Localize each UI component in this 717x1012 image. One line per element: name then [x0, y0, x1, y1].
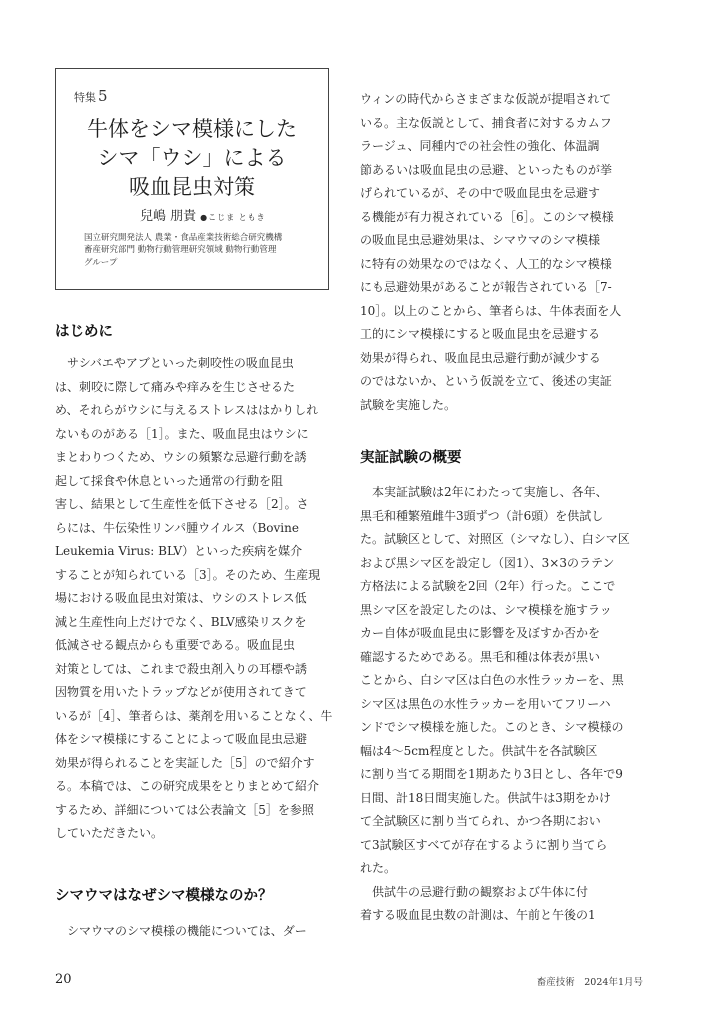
- text-line: て全試験区に割り当てられ、かつ各期におい: [360, 814, 601, 828]
- text-line: げられているが、その中で吸血昆虫を忌避す: [360, 186, 601, 200]
- article-title: [56, 115, 328, 202]
- text-line: 因物質を用いたトラップなどが使用されてきて: [55, 685, 307, 699]
- text-line: 本実証試験は2年にわたって実施し、各年、: [360, 485, 608, 499]
- text-line: シマ区は黒色の水性ラッカーを用いてフリーハ: [360, 696, 611, 711]
- text-line: に特有の効果なのではなく、人工的なシマ模様: [360, 256, 612, 271]
- feature-tag-number: 5: [98, 87, 108, 105]
- text-line: まとわりつくため、ウシの頻繁な忌避行動を誘: [55, 450, 307, 464]
- trial-paragraph: [360, 481, 637, 928]
- text-line: 方格法による試験を2回（2年）行った。ここで: [360, 579, 616, 593]
- author: [140, 205, 266, 224]
- text-line: 10］。以上のことから、筆者らは、牛体表面を人: [360, 303, 622, 318]
- text-line: 節あるいは吸血昆虫の忌避、といったものが挙: [360, 162, 613, 177]
- title-line: シマ「ウシ」による: [97, 146, 287, 170]
- text-line: る。本稿では、この研究成果をとりまとめて紹介: [55, 779, 320, 793]
- text-line: Leukemia Virus: BLV）といった疾病を媒介: [55, 544, 303, 558]
- text-line: のではないか、という仮説を立て、後述の実証: [360, 374, 612, 388]
- author-reading: ●こじま ともき: [200, 213, 266, 222]
- text-line: て3試験区すべてが存在するように割り当てら: [360, 837, 608, 852]
- text-line: れた。: [360, 861, 397, 875]
- text-line: することが知られている［3］。そのため、生産現: [55, 567, 321, 582]
- journal-running-footer: 畜産技術 2024年1月号: [536, 977, 643, 988]
- affiliation-line: グループ: [84, 257, 118, 268]
- text-line: は、刺咬に際して痛みや痒みを生じさせるた: [55, 379, 296, 394]
- text-line: 減と生産性向上だけでなく、BLV感染リスクを: [55, 614, 307, 629]
- text-line: らには、牛伝染性リンパ腫ウイルス（Bovine: [55, 520, 299, 535]
- text-line: 工的にシマ模様にすると吸血昆虫を忌避する: [360, 327, 601, 341]
- affiliation-line: 国立研究開発法人 農業・食品産業技術総合研究機構: [84, 233, 283, 243]
- text-line: 効果が得られ、吸血昆虫忌避行動が減少する: [360, 350, 601, 365]
- section-heading-zebra: シマウマはなぜシマ模様なのか？: [55, 888, 273, 904]
- text-line: 着する吸血昆虫数の計測は、午前と午後の1: [360, 908, 596, 922]
- text-line: 害し、結果として生産性を低下させる［2］。さ: [55, 497, 309, 511]
- author-name: 兒嶋 朋貴: [140, 209, 197, 224]
- text-line: および黒シマ区を設定し（図1）、3×3のラテン: [360, 555, 615, 570]
- text-line: 試験を実施した。: [360, 397, 457, 412]
- feature-tag-label: 特集: [74, 91, 96, 104]
- text-line: 対策としては、これまで殺虫剤入りの耳標や誘: [55, 661, 308, 676]
- text-line: ことから、白シマ区は白色の水性ラッカーを、黒: [360, 673, 624, 687]
- page-number: 20: [55, 972, 72, 987]
- text-line: に割り当てる期間を1期あたり3日とし、各年で9: [360, 767, 623, 781]
- text-line: するため、詳細については公表論文［5］を参照: [55, 802, 314, 817]
- text-line: 場における吸血昆虫対策は、ウシのストレス低: [55, 591, 307, 605]
- zebra-paragraph-start: [55, 920, 332, 944]
- text-line: め、それらがウシに与えるストレスははかりしれ: [55, 403, 319, 417]
- text-line: にも忌避効果があることが報告されている［7-: [360, 280, 612, 294]
- text-line: 起して採食や休息といった通常の行動を阻: [55, 473, 284, 488]
- title-line: 牛体をシマ模様にした: [87, 117, 297, 141]
- text-line: していただきたい。: [55, 826, 164, 840]
- feature-tag: [74, 87, 108, 105]
- zebra-paragraph-continued: [360, 88, 637, 417]
- text-line: 黒毛和種繁殖雌牛3頭ずつ（計6頭）を供試し: [360, 508, 604, 523]
- text-line: の吸血昆虫忌避効果は、シマウマのシマ模様: [360, 233, 601, 247]
- text-line: ウィンの時代からさまざまな仮説が提唱されて: [360, 92, 612, 106]
- text-line: 低減させる観点からも重要である。吸血昆虫: [55, 638, 296, 652]
- text-line: シマウマのシマ模様の機能については、ダー: [55, 924, 307, 938]
- author-affiliation: [84, 232, 324, 269]
- text-line: サシバエやアブといった刺咬性の吸血昆虫: [55, 356, 294, 370]
- text-line: いる。主な仮説として、捕食者に対するカムフ: [360, 115, 612, 130]
- text-line: カー自体が吸血昆虫に影響を及ぼすか否かを: [360, 626, 601, 640]
- text-line: る機能が有力視されている［6］。このシマ模様: [360, 209, 614, 224]
- text-line: 日間、計18日間実施した。供試牛は3期をかけ: [360, 790, 611, 805]
- affiliation-line: 畜産研究部門 動物行動管理研究領域 動物行動管理: [84, 245, 277, 256]
- text-line: 確認するためである。黒毛和種は体表が黒い: [360, 649, 601, 664]
- text-line: ラージュ、同種内での社会性の強化、体温調: [360, 139, 600, 153]
- text-line: 幅は4～5cm程度とした。供試牛を各試験区: [360, 743, 598, 758]
- section-heading-intro: はじめに: [55, 324, 113, 340]
- text-line: ないものがある［1］。また、吸血昆虫はウシに: [55, 426, 309, 441]
- text-line: 黒シマ区を設定したのは、シマ模様を施すラッ: [360, 602, 612, 617]
- title-line: 吸血昆虫対策: [129, 175, 255, 199]
- text-line: ンドでシマ模様を施した。このとき、シマ模様の: [360, 720, 624, 734]
- section-heading-trial: 実証試験の概要: [360, 450, 462, 466]
- feature-title-box: [55, 68, 329, 290]
- text-line: いるが［4］、筆者らは、薬剤を用いることなく、牛: [55, 708, 333, 723]
- text-line: 効果が得られることを実証した［5］ので紹介す: [55, 755, 315, 770]
- text-line: 体をシマ模様にすることによって吸血昆虫忌避: [55, 732, 308, 746]
- text-line: 供試牛の忌避行動の観察および牛体に付: [360, 884, 589, 899]
- text-line: た。試験区として、対照区（シマなし）、白シマ区: [360, 532, 630, 546]
- intro-paragraph: [55, 352, 332, 846]
